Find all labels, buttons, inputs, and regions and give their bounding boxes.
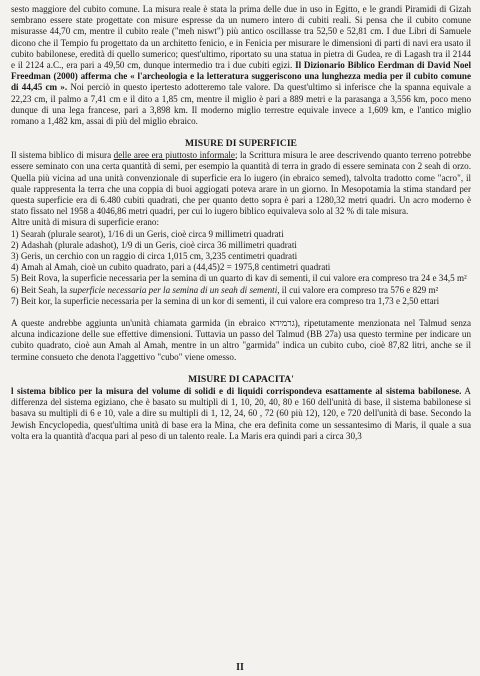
list-item: 3) Geris, un cerchio con un raggio di circa 1,015 cm, 3,235 centimetri quadrati	[11, 251, 298, 262]
capacita-paragraph: l sistema biblico per la misura del volume di solidi e di liquidi corrispondeva esattamente al sistema babilonese. A differenza del sistema egiziano, che è basato su multipli di 1, 10, 20, 40, 80 e 160 dell'unità di base, il sistema babilonese si basava su multipli di 6 e 10, vale a dire su multipli di 1, 12, 24, 60 , 72 (60 più 12), 120, e 720 dell'unità di base. Secondo la Jewish Encyclopedia, quest'ultima unità di base era la Mina, che era definita come un sessantesimo di Maris, il quale a sua volta era la quantità d'acqua pari al peso di un talento reale. La Maris era quindi pari a circa 30,3	[11, 385, 471, 441]
garmida-paragraph: A queste andrebbe aggiunta un'unità chiamata garmida (in ebraico גרמידא), ripetutamente menzionata nel Talmud senza alcuna indicazione delle sue effettive dimensioni. Tuttavia un passo del Talmud (BB 27a) usa questo termine per indicare un cubito quadrato, cioè aun Amah al Amah, mentre in un altro "garmida" indica un cubito cubo, cioè 87,82 litri, anche se il termine consueto che denota l'aggettivo "cubo" viene omesso.	[11, 318, 471, 362]
list-intro: Altre unità di misura di superficie erano:	[11, 217, 159, 228]
list-item: 2) Adashah (plurale adashot), 1/9 di un Geris, cioè circa 36 millimetri quadrati	[11, 239, 297, 250]
list-item: 7) Beit kor, la superficie necessaria per la semina di un kor di sementi, il cui valore era compreso tra 1,73 e 2,50 ettari	[11, 295, 440, 306]
section-title-superficie: MISURE DI SUPERFICIE	[185, 138, 297, 150]
section-title-capacita: MISURE DI CAPACITA'	[188, 373, 294, 385]
list-item: 5) Beit Rova, la superficie necessaria per la semina di un quarto di kav di sementi, il cui valore era compreso tra 24 e 34,5 m²	[11, 273, 467, 284]
list-item: 4) Amah al Amah, cioè un cubito quadrato, pari a (44,45)2 = 1975,8 centimetri quadrati	[11, 262, 331, 273]
intro-paragraph: sesto maggiore del cubito comune. La misura reale è stata la prima delle due in uso in Egitto, e le grandi Piramidi di Gizah sembrano essere state progettate con misure espresse da un numero intero di cubiti reali. Si pensa che il cubito comune misurasse 44,70 cm, mentre il cubito reale ("meh niswt") più antico oscillasse tra 52,50 e 52,81 cm. I due Libri di Samuele dicono che il Tempio fu progettato da un architetto fenicio, e in Fenicia per misurare le dimensioni di parti di navi era usato il cubito babilonese, eredità di quello sumerico; quest'ultimo, riportato su una statua in pietra di Gudea, re di Lagash tra il 2144 e il 2124 a.C., era pari a 49,50 cm, dunque intermedio tra i due cubiti egizi. Il Dizionario Biblico Eerdman di David Noel Freedman (2000) afferma che « l'archeologia e la letteratura suggeriscono una lunghezza media per il cubito comune di 44,45 cm ». Noi perciò in questo ipertesto adotteremo tale valore. Da quest'ultimo si inferisce che la spanna equivale a 22,23 cm, il palmo a 7,41 cm e il dito a 1,85 cm, mentre il miglio è pari a 889 metri e la parasanga a 3,556 km, poco meno dunque di una lega francese, pari a 3,898 km. Il moderno miglio terrestre equivale invece a 1,609 km, e l'antico miglio romano a 1,482 km, assai di più del miglio ebraico.	[11, 4, 471, 127]
list-item: 1) Searah (plurale searot), 1/16 di un Geris, cioè circa 9 millimetri quadrati	[11, 228, 284, 239]
list-item: 6) Beit Seah, la superficie necessaria per la semina di un seah di sementi, il cui valore era compreso tra 576 e 829 m²	[11, 284, 439, 295]
superficie-paragraph: Il sistema biblico di misura delle aree era piuttosto informale; la Scrittura misura le aree descrivendo quanto terreno potrebbe essere seminato con una certa quantità di semi, per esempio la quantità di terra in grado di essere seminata con 2 seah di orzo. Quella più vicina ad una unità convenzionale di superficie era lo iugero (in ebraico semed), talvolta tradotto come "acro", il quale rappresenta la terra che una coppia di buoi aggiogati poteva arare in un giorno. In Mesopotamia la stima standard per questa superficie era di 6.480 cubiti quadrati, che per quanto detto sopra è pari a 1280,32 metri quadri. Un acro moderno è stato fissato nel 1958 a 4046,86 metri quadri, per cui lo iugero biblico equivaleva solo al 32 % di tale misura.	[11, 150, 471, 217]
page-number: II	[236, 661, 244, 673]
